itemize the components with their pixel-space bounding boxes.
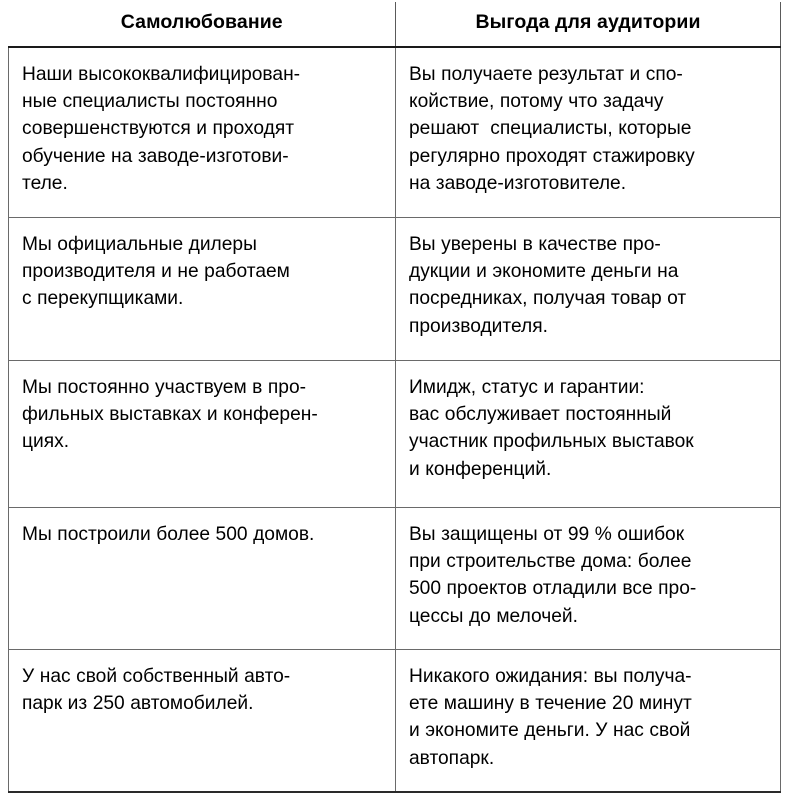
cell-line: койствие, потому что задачу <box>409 91 664 113</box>
cell-line: решают специалисты, которые <box>409 118 692 140</box>
cell-line: теле. <box>22 172 68 194</box>
cell-line: Никакого ожидания: вы получа- <box>409 666 692 687</box>
cell-audience-benefit-2 <box>396 218 781 361</box>
cell-line: вас обслуживает постоянный <box>409 404 672 426</box>
cell-line: Наши высококвалифицирован- <box>22 64 301 85</box>
cell-line: совершенствуются и проходят <box>22 118 295 140</box>
comparison-table <box>8 2 781 793</box>
cell-line: участник профильных выставок <box>409 431 694 453</box>
table-row <box>9 361 781 508</box>
table-row <box>9 47 781 218</box>
cell-line: производителя. <box>409 315 548 337</box>
table-row <box>9 650 781 793</box>
cell-line: Мы построили более 500 домов. <box>22 524 315 545</box>
cell-line: 500 проектов отладили все про- <box>409 578 697 600</box>
cell-line: цессы до мелочей. <box>409 605 578 627</box>
table-body <box>9 47 781 792</box>
cell-line: циях. <box>22 431 70 453</box>
cell-line: обучение на заводе-изготови- <box>22 145 289 167</box>
cell-line: Вы уверены в качестве про- <box>409 234 661 255</box>
cell-audience-benefit-5 <box>396 650 781 793</box>
table-row <box>9 508 781 650</box>
cell-line: Имидж, статус и гарантии: <box>409 377 645 398</box>
cell-line: и конференций. <box>409 458 552 480</box>
cell-line: с перекупщиками. <box>22 288 184 310</box>
table-row <box>9 218 781 361</box>
cell-self-praise-4 <box>9 508 396 650</box>
cell-line: ете машину в течение 20 минут <box>409 693 692 715</box>
cell-line: Мы постоянно участвуем в про- <box>22 377 307 398</box>
cell-line: посредниках, получая товар от <box>409 288 687 310</box>
column-header-self-praise: Самолюбование <box>9 2 396 47</box>
column-header-audience-benefit: Выгода для аудитории <box>396 2 781 47</box>
table-header <box>9 2 781 47</box>
cell-audience-benefit-4 <box>396 508 781 650</box>
cell-line: парк из 250 автомобилей. <box>22 693 254 715</box>
cell-line: Мы официальные дилеры <box>22 234 257 255</box>
cell-line: регулярно проходят стажировку <box>409 145 695 167</box>
cell-line: автопарк. <box>409 747 495 769</box>
cell-line: дукции и экономите деньги на <box>409 261 679 283</box>
cell-line: фильных выставках и конферен- <box>22 404 318 426</box>
cell-self-praise-1 <box>9 47 396 218</box>
cell-line: Вы получаете результат и спо- <box>409 64 683 85</box>
cell-audience-benefit-1 <box>396 47 781 218</box>
cell-line: при строительстве дома: более <box>409 551 692 573</box>
cell-audience-benefit-3 <box>396 361 781 508</box>
cell-line: и экономите деньги. У нас свой <box>409 720 691 742</box>
cell-line: на заводе-изготовителе. <box>409 172 627 194</box>
cell-line: ные специалисты постоянно <box>22 91 278 113</box>
cell-line: производителя и не работаем <box>22 261 290 283</box>
cell-self-praise-3 <box>9 361 396 508</box>
cell-self-praise-5 <box>9 650 396 793</box>
cell-line: Вы защищены от 99 % ошибок <box>409 524 685 545</box>
header-row <box>9 2 781 47</box>
cell-self-praise-2 <box>9 218 396 361</box>
cell-line: У нас свой собственный авто- <box>22 666 291 687</box>
